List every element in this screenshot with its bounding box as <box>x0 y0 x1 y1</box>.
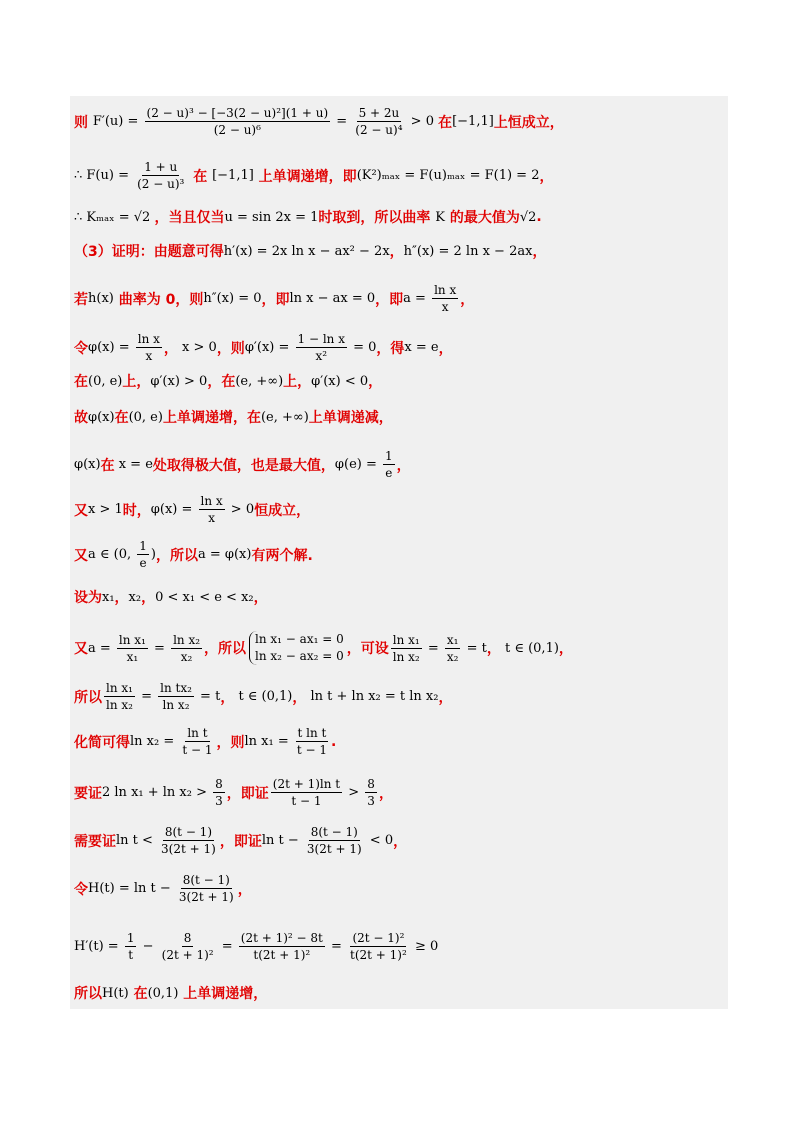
math-expression: φ′(x) < 0 <box>311 373 369 389</box>
chinese-text: ，即 <box>261 291 290 308</box>
fraction <box>305 825 364 856</box>
math-expression: H(t) = ln t − <box>88 881 175 896</box>
fraction-numerator: (2 − u)³ − [−3(2 − u)²](1 + u) <box>146 106 329 120</box>
system-row: ln x₁ − ax₁ = 0 <box>255 632 344 646</box>
chinese-text: ，在 <box>207 374 236 390</box>
math-expression: 0 < x₁ < e < x₂ <box>155 589 254 605</box>
chinese-text: 上单调递增，即 <box>253 168 357 185</box>
fraction-denominator: x₁ <box>126 649 139 664</box>
fraction <box>296 332 347 363</box>
chinese-text: 所以 <box>74 689 102 706</box>
math-expression: [−1,1] <box>452 114 494 129</box>
math-expression: − <box>138 939 158 954</box>
solution-line-l5 <box>74 283 730 314</box>
math-expression: x > 1 <box>88 502 123 517</box>
fraction-numerator: ln x₁ <box>106 681 133 695</box>
chinese-text: ， <box>253 590 268 606</box>
chinese-text: 在 <box>438 114 453 131</box>
math-expression: ln x − ax = 0 <box>289 291 376 306</box>
solution-line-l8 <box>74 407 730 427</box>
chinese-text: 处取得极大值，也是最大值， <box>152 457 335 474</box>
solution-line-l17 <box>74 825 730 856</box>
math-expression: x = e <box>404 340 439 355</box>
fraction <box>239 931 325 962</box>
fraction-numerator: (2t − 1)² <box>352 931 405 945</box>
fraction-denominator: t − 1 <box>291 794 322 808</box>
fraction <box>199 494 225 525</box>
fraction-numerator: 8 <box>183 931 192 945</box>
solution-line-l16 <box>74 777 730 808</box>
fraction <box>125 931 137 962</box>
equation-system <box>249 631 344 665</box>
fraction-numerator: ln x <box>200 494 223 508</box>
fraction-numerator: ln x <box>434 283 457 297</box>
math-expression: = <box>149 640 170 656</box>
math-expression: x₁ <box>102 589 115 605</box>
math-expression: h″(x) = 2 ln x − 2ax <box>403 243 533 259</box>
chinese-text: ， <box>141 590 156 606</box>
math-expression: ≥ 0 <box>410 939 439 954</box>
math-expression: ∴ Kₘₐₓ = √2 <box>74 209 155 225</box>
fraction <box>180 726 214 757</box>
fraction-denominator: x² <box>315 349 328 363</box>
solution-line-l9 <box>74 449 730 480</box>
fraction-numerator: 1 <box>139 539 147 553</box>
math-expression: a ∈ (0, <box>88 547 136 562</box>
chinese-text: ， <box>486 641 501 657</box>
chinese-text: ， <box>389 244 404 260</box>
solution-line-l2 <box>74 160 730 191</box>
system-row: ln x₂ − ax₂ = 0 <box>255 649 344 663</box>
chinese-text: 所以 <box>74 986 102 1002</box>
math-expression: = <box>326 939 347 954</box>
chinese-text: ， <box>558 641 573 657</box>
fraction-numerator: ln x₁ <box>392 632 420 647</box>
chinese-text: ，即证 <box>226 785 269 802</box>
math-expression: > 0 <box>406 114 439 129</box>
fraction-denominator: (2t + 1)² <box>161 948 214 962</box>
math-expression: x₂ <box>128 589 142 605</box>
chinese-text: ， <box>292 689 307 706</box>
solution-line-l6 <box>74 332 730 363</box>
math-expression: H′(t) = <box>74 939 123 954</box>
fraction-numerator: 5 + 2u <box>358 106 400 120</box>
fraction-denominator: e <box>385 466 393 480</box>
fraction-denominator: (2 − u)⁴ <box>355 123 403 137</box>
chinese-text: 设为 <box>74 590 102 606</box>
fraction <box>171 633 202 664</box>
fraction <box>160 931 216 962</box>
fraction-denominator: t − 1 <box>182 743 213 757</box>
math-expression: (e, +∞) <box>260 409 309 425</box>
chinese-text: 需要证 <box>74 833 116 850</box>
chinese-text: 上， <box>122 374 151 390</box>
fraction <box>365 777 377 808</box>
fraction-denominator: x₂ <box>446 649 459 664</box>
fraction-numerator: (2t + 1)ln t <box>272 777 341 791</box>
solution-line-l20 <box>74 983 730 1003</box>
math-expression: (e, +∞) <box>235 373 284 389</box>
chinese-text: 若 <box>74 291 88 308</box>
math-expression: ln t + ln x₂ = t ln x₂ <box>306 689 439 704</box>
math-expression: F′(u) = <box>92 114 143 129</box>
fraction-denominator: x <box>441 300 449 314</box>
fraction-denominator: e <box>139 556 147 570</box>
fraction <box>145 106 331 137</box>
math-expression: √2 <box>519 209 537 225</box>
fraction-denominator: ln x₂ <box>392 649 420 664</box>
math-expression: φ′(x) = <box>244 340 294 355</box>
solution-line-l15 <box>74 726 730 757</box>
fraction-numerator: 8 <box>215 777 223 791</box>
math-expression: > 0 <box>226 502 255 517</box>
solution-line-l11 <box>74 539 730 570</box>
math-expression: ) <box>150 547 156 562</box>
fraction-numerator: 1 − ln x <box>297 332 345 346</box>
chinese-text: 又 <box>74 641 88 657</box>
chinese-text: 在 <box>128 986 148 1002</box>
chinese-text: 上恒成立， <box>493 114 564 131</box>
solution-line-l18 <box>74 873 730 904</box>
math-expression: a = <box>403 291 431 306</box>
math-expression: ∴ F(u) = <box>74 168 134 183</box>
chinese-text: ， <box>460 291 475 308</box>
math-expression: u = sin 2x = 1 <box>224 209 319 225</box>
math-expression: a = <box>88 640 115 656</box>
chinese-text: 恒成立， <box>254 502 311 519</box>
fraction-denominator: t(2t + 1)² <box>350 948 407 962</box>
fraction-numerator: 8 <box>367 777 375 791</box>
chinese-text: ，则 <box>216 734 245 751</box>
fraction-denominator: t − 1 <box>296 743 328 757</box>
chinese-text: ，所以 <box>204 641 247 657</box>
math-expression: h″(x) = 0 <box>203 291 262 306</box>
chinese-text: （3）证明：由题意可得 <box>74 244 224 260</box>
math-expression: H(t) <box>102 985 129 1001</box>
fraction-numerator: ln x₂ <box>173 632 201 647</box>
chinese-text: ， <box>539 168 554 185</box>
fraction <box>445 633 461 664</box>
fraction <box>136 332 162 363</box>
fraction <box>117 633 148 664</box>
chinese-text: 要证 <box>74 785 102 802</box>
fraction <box>295 726 329 757</box>
chinese-text: 上单调递增，在 <box>162 410 261 426</box>
fraction-numerator: x₁ <box>446 632 459 647</box>
fraction-numerator: ln tx₂ <box>160 681 192 695</box>
math-expression: h(x) <box>88 291 114 306</box>
math-expression: ln t − <box>261 833 303 848</box>
fraction <box>158 681 194 712</box>
fraction-numerator: ln x <box>137 332 160 346</box>
math-expression: t ∈ (0,1) <box>234 689 293 704</box>
fraction-denominator: 3(2t + 1) <box>161 842 216 856</box>
fraction-denominator: x <box>145 349 153 363</box>
fraction-denominator: x <box>208 511 215 525</box>
solution-line-l19 <box>74 931 730 962</box>
fraction <box>159 825 218 856</box>
chinese-text: 又 <box>74 502 88 519</box>
chinese-text: ，可设 <box>346 641 389 657</box>
chinese-text: ，当且仅当 <box>154 210 225 226</box>
chinese-text: 化简可得 <box>74 734 130 751</box>
chinese-text: ， <box>438 689 453 706</box>
fraction-numerator: 1 <box>126 931 135 945</box>
math-expression: = t <box>462 640 487 656</box>
fraction-denominator: x₂ <box>180 649 193 664</box>
chinese-text: 上， <box>283 374 312 390</box>
fraction-denominator: ln x₂ <box>162 698 190 712</box>
fraction <box>177 873 236 904</box>
fraction <box>135 160 186 191</box>
chinese-text: 则 <box>74 114 93 131</box>
solution-line-l3 <box>74 207 730 227</box>
fraction-denominator: 3 <box>367 794 375 808</box>
fraction-numerator: 1 <box>385 449 393 463</box>
chinese-text: 在 <box>100 457 115 474</box>
fraction-denominator: t(2t + 1)² <box>253 948 311 962</box>
chinese-text: ， <box>237 881 252 898</box>
solution-line-l14 <box>74 681 730 712</box>
solution-line-l7 <box>74 371 730 391</box>
math-expression: φ(x) <box>88 409 115 425</box>
chinese-text: ， <box>393 833 408 850</box>
fraction-denominator: ln x₂ <box>106 698 133 712</box>
chinese-text: ，则 <box>216 340 245 357</box>
math-expression: φ(x) = <box>150 502 197 517</box>
chinese-text: ，得 <box>376 340 405 357</box>
chinese-text: 令 <box>74 881 88 898</box>
chinese-text: 曲率为 0，则 <box>113 291 204 308</box>
math-expression: (0, e) <box>128 409 163 425</box>
fraction <box>353 106 404 137</box>
math-expression: = <box>423 640 443 656</box>
chinese-text: 令 <box>74 340 88 357</box>
math-expression: = 0 <box>348 340 377 355</box>
fraction-numerator: 8(t − 1) <box>182 873 230 887</box>
math-expression: = t <box>195 689 221 704</box>
chinese-text: 时， <box>122 502 151 519</box>
fraction <box>432 283 458 314</box>
fraction-denominator: 3(2t + 1) <box>178 890 234 904</box>
chinese-text: ，即证 <box>219 833 262 850</box>
math-expression: φ(x) = <box>88 340 134 355</box>
math-expression: [−1,1] <box>212 168 254 183</box>
chinese-text: . <box>331 733 337 750</box>
chinese-text: ， <box>163 340 178 357</box>
math-expression: ln t < <box>116 833 158 848</box>
chinese-text: 在 <box>188 168 213 185</box>
fraction-denominator: 3(2t + 1) <box>306 842 362 856</box>
fraction <box>348 931 409 962</box>
fraction-denominator: (2 − u)⁶ <box>213 123 261 137</box>
fraction <box>104 681 135 712</box>
chinese-text: 时取到，所以曲率 <box>318 210 436 226</box>
chinese-text: ， <box>438 340 453 357</box>
chinese-text: 上单调递减， <box>308 410 393 426</box>
fraction-denominator: 3 <box>215 794 223 808</box>
fraction-numerator: 8(t − 1) <box>310 825 358 839</box>
fraction <box>137 539 149 570</box>
fraction-denominator: t <box>128 948 134 962</box>
fraction <box>271 777 342 808</box>
math-expression: φ′(x) > 0 <box>150 373 208 389</box>
chinese-text: ， <box>396 457 411 474</box>
chinese-text: ， <box>378 785 393 802</box>
chinese-text: ， <box>368 374 383 390</box>
solution-line-l10 <box>74 494 730 525</box>
math-expression: K <box>435 209 445 225</box>
math-expression: = <box>217 939 237 954</box>
solution-line-l1 <box>74 106 730 137</box>
math-expression: φ(x) <box>74 457 101 472</box>
math-expression: ln x₁ = <box>244 734 293 749</box>
math-expression: = <box>136 689 157 704</box>
chinese-text: ，即 <box>375 291 404 308</box>
chinese-text: ，所以 <box>155 547 198 564</box>
chinese-text: . <box>536 209 542 225</box>
solution-line-l13 <box>74 631 730 665</box>
fraction-numerator: ln t <box>187 726 208 740</box>
fraction-numerator: 8(t − 1) <box>164 825 212 839</box>
math-expression: (K²)ₘₐₓ = F(u)ₘₐₓ = F(1) = 2 <box>356 168 540 183</box>
chinese-text: 的最大值为 <box>444 210 520 226</box>
chinese-text: ， <box>532 244 547 260</box>
math-expression: t ∈ (0,1) <box>500 640 559 656</box>
chinese-text: ， <box>114 590 129 606</box>
math-expression: < 0 <box>365 833 394 848</box>
math-expression: φ(e) = <box>334 457 382 472</box>
math-expression: (0, e) <box>88 373 123 389</box>
chinese-text: 又 <box>74 547 88 564</box>
math-expression: ln x₂ = <box>130 734 179 749</box>
fraction-numerator: 1 + u <box>144 160 178 174</box>
math-expression: > <box>344 785 364 800</box>
chinese-text: 故 <box>74 410 88 426</box>
solution-line-l4 <box>74 241 730 261</box>
fraction-numerator: (2t + 1)² − 8t <box>240 931 323 945</box>
chinese-text: 上单调递增， <box>178 986 268 1002</box>
fraction-denominator: (2 − u)³ <box>137 177 185 191</box>
fraction <box>213 777 225 808</box>
fraction <box>383 449 395 480</box>
fraction-numerator: ln x₁ <box>118 632 146 647</box>
chinese-text: 在 <box>74 374 88 390</box>
math-expression: h′(x) = 2x ln x − ax² − 2x <box>223 243 390 259</box>
math-expression: = <box>332 114 352 129</box>
solution-line-l12 <box>74 587 730 607</box>
math-expression: (0,1) <box>147 985 179 1001</box>
chinese-text: 有两个解. <box>251 547 313 564</box>
fraction <box>391 633 422 664</box>
math-expression: x > 0 <box>177 340 217 355</box>
chinese-text: ， <box>220 689 235 706</box>
fraction-numerator: t ln t <box>297 726 327 740</box>
math-expression: 2 ln x₁ + ln x₂ > <box>102 785 212 800</box>
math-expression: x = e <box>114 457 153 472</box>
chinese-text: 在 <box>114 410 129 426</box>
math-expression: a = φ(x) <box>197 547 252 562</box>
